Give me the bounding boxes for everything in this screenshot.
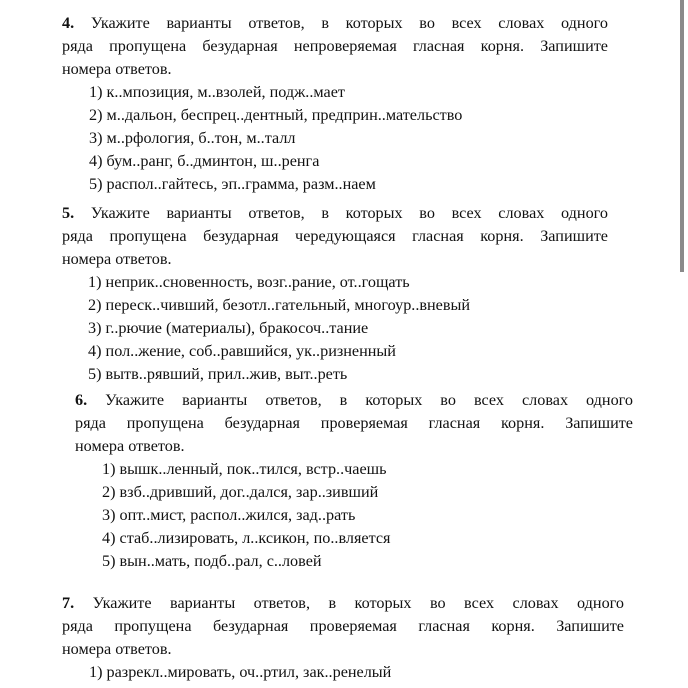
answer-option: 2) переск..чивший, безотл..гательный, многоур..вневый bbox=[88, 296, 471, 314]
answer-option: 4) пол..жение, соб..равшийся, ук..ризненный bbox=[88, 342, 396, 360]
answer-options bbox=[62, 661, 624, 684]
answer-options bbox=[62, 81, 608, 196]
task-4 bbox=[62, 12, 608, 196]
task-6 bbox=[75, 389, 633, 573]
task-question-line: 6. Укажите варианты ответов, в которых во всех словах одного bbox=[75, 391, 634, 409]
task-7 bbox=[62, 592, 624, 684]
answer-options bbox=[75, 458, 633, 573]
answer-option: 2) взб..дривший, дог..дался, зар..зивший bbox=[102, 483, 379, 501]
task-question-line: 4. Укажите варианты ответов, в которых во всех словах одного bbox=[62, 14, 608, 32]
task-question-line: номера ответов. bbox=[62, 60, 172, 78]
answer-option: 1) к..мпозиция, м..взолей, подж..мает bbox=[89, 83, 345, 101]
answer-option: 5) вын..мать, подб..рал, с..ловей bbox=[102, 552, 322, 570]
task-question-line: номера ответов. bbox=[62, 640, 172, 658]
answer-option: 4) стаб..лизировать, л..ксикон, по..вляется bbox=[102, 529, 391, 547]
answer-option: 5) распол..гайтесь, эп..грамма, разм..наем bbox=[89, 175, 376, 193]
answer-option: 3) г..рючие (материалы), бракосоч..тание bbox=[88, 319, 369, 337]
answer-option: 4) бум..ранг, б..дминтон, ш..ренга bbox=[89, 152, 320, 170]
page-edge-shadow bbox=[680, 0, 684, 272]
answer-option: 5) вытв..рявший, прил..жив, выт..реть bbox=[88, 365, 348, 383]
task-number: 7. bbox=[62, 594, 75, 612]
task-question-line: номера ответов. bbox=[62, 250, 172, 268]
task-question-line: ряда пропущена безударная проверяемая гласная корня. Запишите bbox=[75, 414, 633, 432]
task-question-line: ряда пропущена безударная непроверяемая гласная корня. Запишите bbox=[62, 37, 608, 55]
task-number: 4. bbox=[62, 14, 75, 32]
answer-option: 3) м..рфология, б..тон, м..талл bbox=[89, 129, 296, 147]
answer-option: 1) разрекл..мировать, оч..ртил, зак..ренелый bbox=[89, 663, 392, 681]
answer-option: 1) вышк..ленный, пок..тился, встр..чаешь bbox=[102, 460, 387, 478]
task-question-line: ряда пропущена безударная проверяемая гласная корня. Запишите bbox=[62, 617, 624, 635]
answer-option: 3) опт..мист, распол..жился, зад..рать bbox=[102, 506, 356, 524]
task-5 bbox=[62, 202, 608, 386]
task-number: 6. bbox=[75, 391, 88, 409]
task-question-line: 7. Укажите варианты ответов, в которых во всех словах одного bbox=[62, 594, 624, 612]
task-question-line: 5. Укажите варианты ответов, в которых во всех словах одного bbox=[62, 204, 608, 222]
answer-options bbox=[62, 271, 608, 386]
answer-option: 1) неприк..сновенность, возг..рание, от..гощать bbox=[88, 273, 410, 291]
task-question-line: ряда пропущена безударная чередующаяся гласная корня. Запишите bbox=[62, 227, 608, 245]
task-number: 5. bbox=[62, 204, 75, 222]
task-question-line: номера ответов. bbox=[75, 437, 185, 455]
answer-option: 2) м..дальон, беспрец..дентный, предприн..мательство bbox=[89, 106, 463, 124]
